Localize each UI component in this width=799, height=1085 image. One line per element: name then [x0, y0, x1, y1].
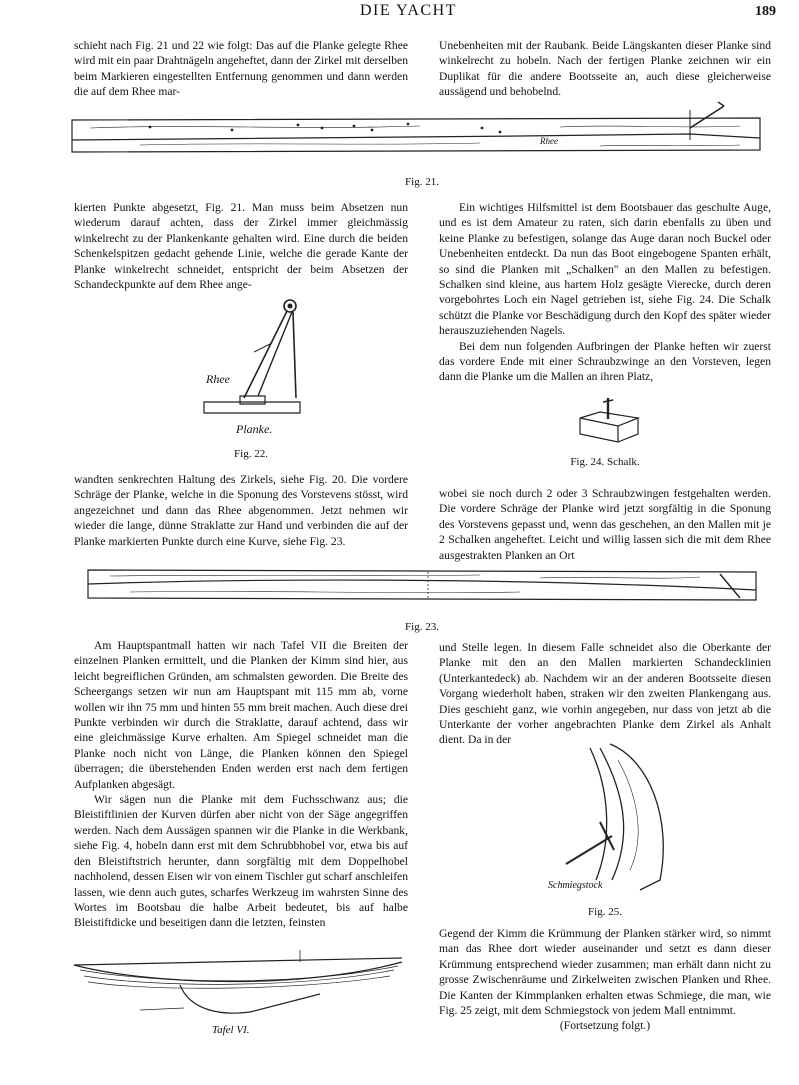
paragraph: schieht nach Fig. 21 und 22 wie folgt: Das auf die Planke gelegte Rhee wird mit ein paar Drahtnägeln angeheftet, dann der Zirkel mit derselben beim Markieren eingestellten Entfernung genommen und dann werden die auf dem Rhee mar-	[74, 39, 408, 99]
paragraph: Bei dem nun folgenden Aufbringen der Planke heften wir zuerst das vordere Ende mit einer Schraubzwinge an den Vorsteven, legen dann die Planke um die Mallen an ihren Platz,	[439, 339, 771, 384]
running-header-title: DIE YACHT	[360, 2, 457, 19]
paragraph: Wir sägen nun die Planke mit dem Fuchsschwanz aus; die Bleistiftlinien der Kurven dürfen aber nicht von der Säge angegriffen werden. Nach dem Aussägen spannen wir die Planke in die Werkbank, siehe Fig. 4, hobeln dann erst mit dem Schrubbhobel vor, etwa bis auf den Bleistiftstrich herunter, dann sorgfältig mit dem Doppelhobel nachholend, dessen Eisen wir von einem Tischler gut scharf anschleifen lassen, wie denn auch gutes, scharfes Werkzeug im wahrsten Sinne des Wortes im Bootsbau die halbe Arbeit bedeutet, bis auf halbe Bleistiftdicke und beseitigen dann die letzten, feinsten	[74, 793, 408, 930]
page-number: 189	[755, 4, 776, 19]
continuation-note: (Fortsetzung folgt.)	[559, 1019, 651, 1033]
paragraph: kierten Punkte abgesetzt, Fig. 21. Man muss beim Absetzen nun wiederum darauf achten, dass der Zirkel immer gleichmässig winkelrecht zu der Plankenkante gehalten wird. Eine durch die beiden Schenkelspitzen gedacht gehende Linie, welche die gerade Kante der Planke winkelrecht schneidet, entspricht der beim Absetzen der Schandeckpunkte auf dem Rhee ange-	[74, 201, 408, 292]
figure-22-rhee-label: Rhee	[206, 372, 230, 386]
paragraph: Am Hauptspantmall hatten wir nach Tafel VII die Breiten der einzelnen Planken ermittelt, und die Planken der Kimm sind hier, aus leicht begreiflichen Gründen, am schmalsten geworden. Die Breite des Scheergangs setzen wir nun am Hauptspant mit 115 mm ab, vorne wollen wir ihn 75 mm und hinten 55 mm breit machen. Auch diese drei Punkte verbinden wir durch die Straklatte, darauf achtend, dass wir eine gleichmässige Kurve erhalten. Am Spiegel schneidet man die Planke noch nicht von Länge, die Planken können den Spiegel überragen; die überstehenden Enden werden erst nach dem fertigen Aufplanken abgesägt.	[74, 639, 408, 791]
paragraph: Ein wichtiges Hilfsmittel ist dem Bootsbauer das geschulte Auge, und es ist dem Amateur zu raten, sich darin ebenfalls zu üben und keine Planke zu befestigen, solange das Auge daran noch Buckel oder Unebenheiten entdeckt. Da nun das Boot eingebogene Spanten erhält, so sind die Planken mit „Schalken" an den Mallen zu befestigen. Schalken sind kleine, aus hartem Holz gesägte Vierecke, durch deren vorgebohrtes Loch ein Nagel getrieben ist, siehe Fig. 24. Die Schalk schützt die Planke vor Beschädigung durch den Kopf des später wieder herauszuziehenden Nagels.	[439, 201, 771, 338]
figure-23-caption: Fig. 23.	[405, 621, 439, 633]
paragraph: wobei sie noch durch 2 oder 3 Schraubzwingen festgehalten werden. Die vordere Schräge der Planke wird jetzt sorgfältig in die Sponung des Vorstevens gepasst und, wenn das geschehen, an den Mallen mit je 2 Schalken angeheftet. Leicht und willig lassen sich die mit dem Rhee ausgestrakten Planken an Ort	[439, 487, 771, 562]
figure-22-caption: Fig. 22.	[234, 448, 268, 460]
figure-21-caption: Fig. 21.	[405, 176, 439, 188]
paragraph: wandten senkrechten Haltung des Zirkels, siehe Fig. 20. Die vordere Schräge der Planke, welche in die Sponung des Vorstevens stösst, wird angezeichnet und dann das Rhee abgenommen. Jetzt nehmen wir wieder die lange, dünne Straklatte zur Hand und verbinden die auf der Planke markierten Punkte durch eine Kurve, siehe Fig. 23.	[74, 473, 408, 548]
paragraph: und Stelle legen. In diesem Falle schneidet also die Oberkante der Planke mit den an den Mallen markierten Schandecklinien (Unterkantedeck) ab. Nachdem wir an der anderen Bootsseite diesen Vorgang wiederholt haben, straken wir den zweiten Plankengang aus. Dies geschieht ganz, wie vorhin angegeben, nur dass von jetzt ab die Unterkante der vorher angebrachten Planke dem Zirkel als Anhalt dient. Da in der	[439, 641, 771, 747]
figure-24-caption: Fig. 24. Schalk.	[570, 456, 640, 468]
figure-21-rhee-label: Rhee	[540, 136, 558, 146]
paragraph: Gegend der Kimm die Krümmung der Planken stärker wird, so nimmt man das Rhee dort wieder auseinander und setzt es dann dieser Krümmung entsprechend wieder zusammen; man erhält dann nicht zu grosse Zwischenräume und Zirkelweiten zwischen Planken und Rhee. Die Kanten der Kimmplanken erhalten etwas Schmiege, die man, wie Fig. 25 zeigt, mit dem Schmiegstock von jedem Mall entnimmt.	[439, 927, 771, 1018]
figure-22-planke-label: Planke.	[236, 422, 273, 436]
figure-25-schmiegstock-label: Schmiegstock	[548, 880, 603, 891]
figure-25-caption: Fig. 25.	[588, 906, 622, 918]
tafel-vi-caption: Tafel VI.	[212, 1024, 250, 1036]
paragraph: Unebenheiten mit der Raubank. Beide Längskanten dieser Planke sind winkelrecht zu hobeln. Nach der fertigen Planke zeichnen wir ein Duplikat für die andere Bootsseite an, auch diese gleicherweise aussägend und behobelnd.	[439, 39, 771, 99]
